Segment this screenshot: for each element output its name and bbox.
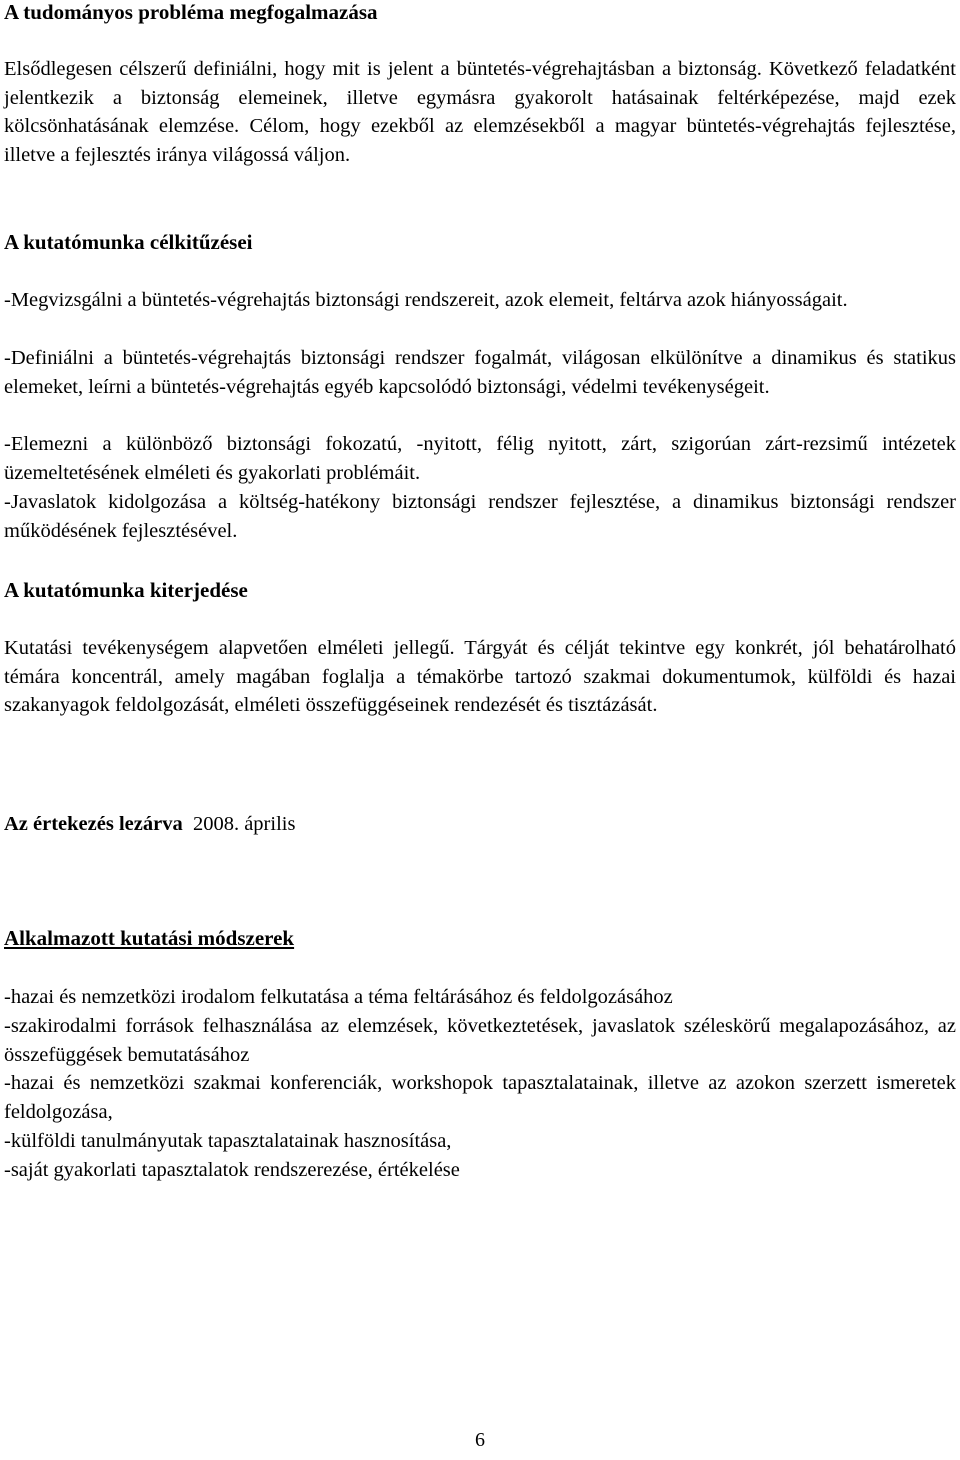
- method-item-2: -szakirodalmi források felhasználása az elemzések, következtetések, javaslatok széleskörű megalapozásához, az összefüggések bemutatásához: [4, 1015, 956, 1066]
- closing-date: 2008. április: [192, 813, 296, 835]
- method-item-5: -saját gyakorlati tapasztalatok rendszerezése, értékelése: [4, 1159, 460, 1181]
- methods-heading: Alkalmazott kutatási módszerek: [4, 926, 295, 950]
- scope-paragraph: Kutatási tevékenységem alapvetően elméleti jellegű. Tárgyát és célját tekintve egy konkrét, jól behatárolható témára koncentrál, amely magában foglalja a témakörbe tartozó szakmai dokumentumok, külföldi és hazai szakanyagok feldolgozását, elméleti összefüggéseinek rendezését és tisztázását.: [4, 637, 956, 717]
- method-item-3: -hazai és nemzetközi szakmai konferenciák, workshopok tapasztalatainak, illetve az azokon szerzett ismeretek feldolgozása,: [4, 1072, 956, 1123]
- problem-heading: A tudományos probléma megfogalmazása: [4, 0, 378, 24]
- goals-heading: A kutatómunka célkitűzései: [4, 230, 253, 254]
- goal-item-3: -Elemezni a különböző biztonsági fokozatú, -nyitott, félig nyitott, zárt, szigorúan zárt-rezsimű intézetek üzemeltetésének elméleti és gyakorlati problémáit.: [4, 433, 956, 484]
- method-item-1: -hazai és nemzetközi irodalom felkutatása a téma feltárásához és feldolgozásához: [4, 986, 673, 1008]
- goal-item-2: -Definiálni a büntetés-végrehajtás biztonsági rendszer fogalmát, világosan elkülönítve a dinamikus és statikus elemeket, leírni a büntetés-végrehajtás egyéb kapcsolódó biztonsági, védelmi tevékenységeit.: [4, 347, 956, 398]
- page-number: 6: [475, 1429, 485, 1451]
- goal-item-4: -Javaslatok kidolgozása a költség-hatékony biztonsági rendszer fejlesztése, a dinamikus biztonsági rendszer működésének fejlesztésével.: [4, 491, 956, 542]
- method-item-4: -külföldi tanulmányutak tapasztalatainak hasznosítása,: [4, 1130, 452, 1152]
- closing-line: [4, 810, 295, 839]
- closing-label: Az értekezés lezárva: [4, 813, 183, 835]
- goal-item-1: -Megvizsgálni a büntetés-végrehajtás biztonsági rendszereit, azok elemeit, feltárva azok hiányosságait.: [4, 289, 848, 311]
- scope-heading: A kutatómunka kiterjedése: [4, 578, 248, 602]
- problem-paragraph: Elsődlegesen célszerű definiálni, hogy mit is jelent a büntetés-végrehajtásban a biztonság. Következő feladatként jelentkezik a biztonság elemeinek, illetve egymásra gyakorolt hatásainak feltérképezése, majd ezek kölcsönhatásának elemzése. Célom, hogy ezekből az elemzésekből a magyar büntetés-végrehajtás fejlesztése, illetve a fejlesztés iránya világossá váljon.: [4, 58, 956, 167]
